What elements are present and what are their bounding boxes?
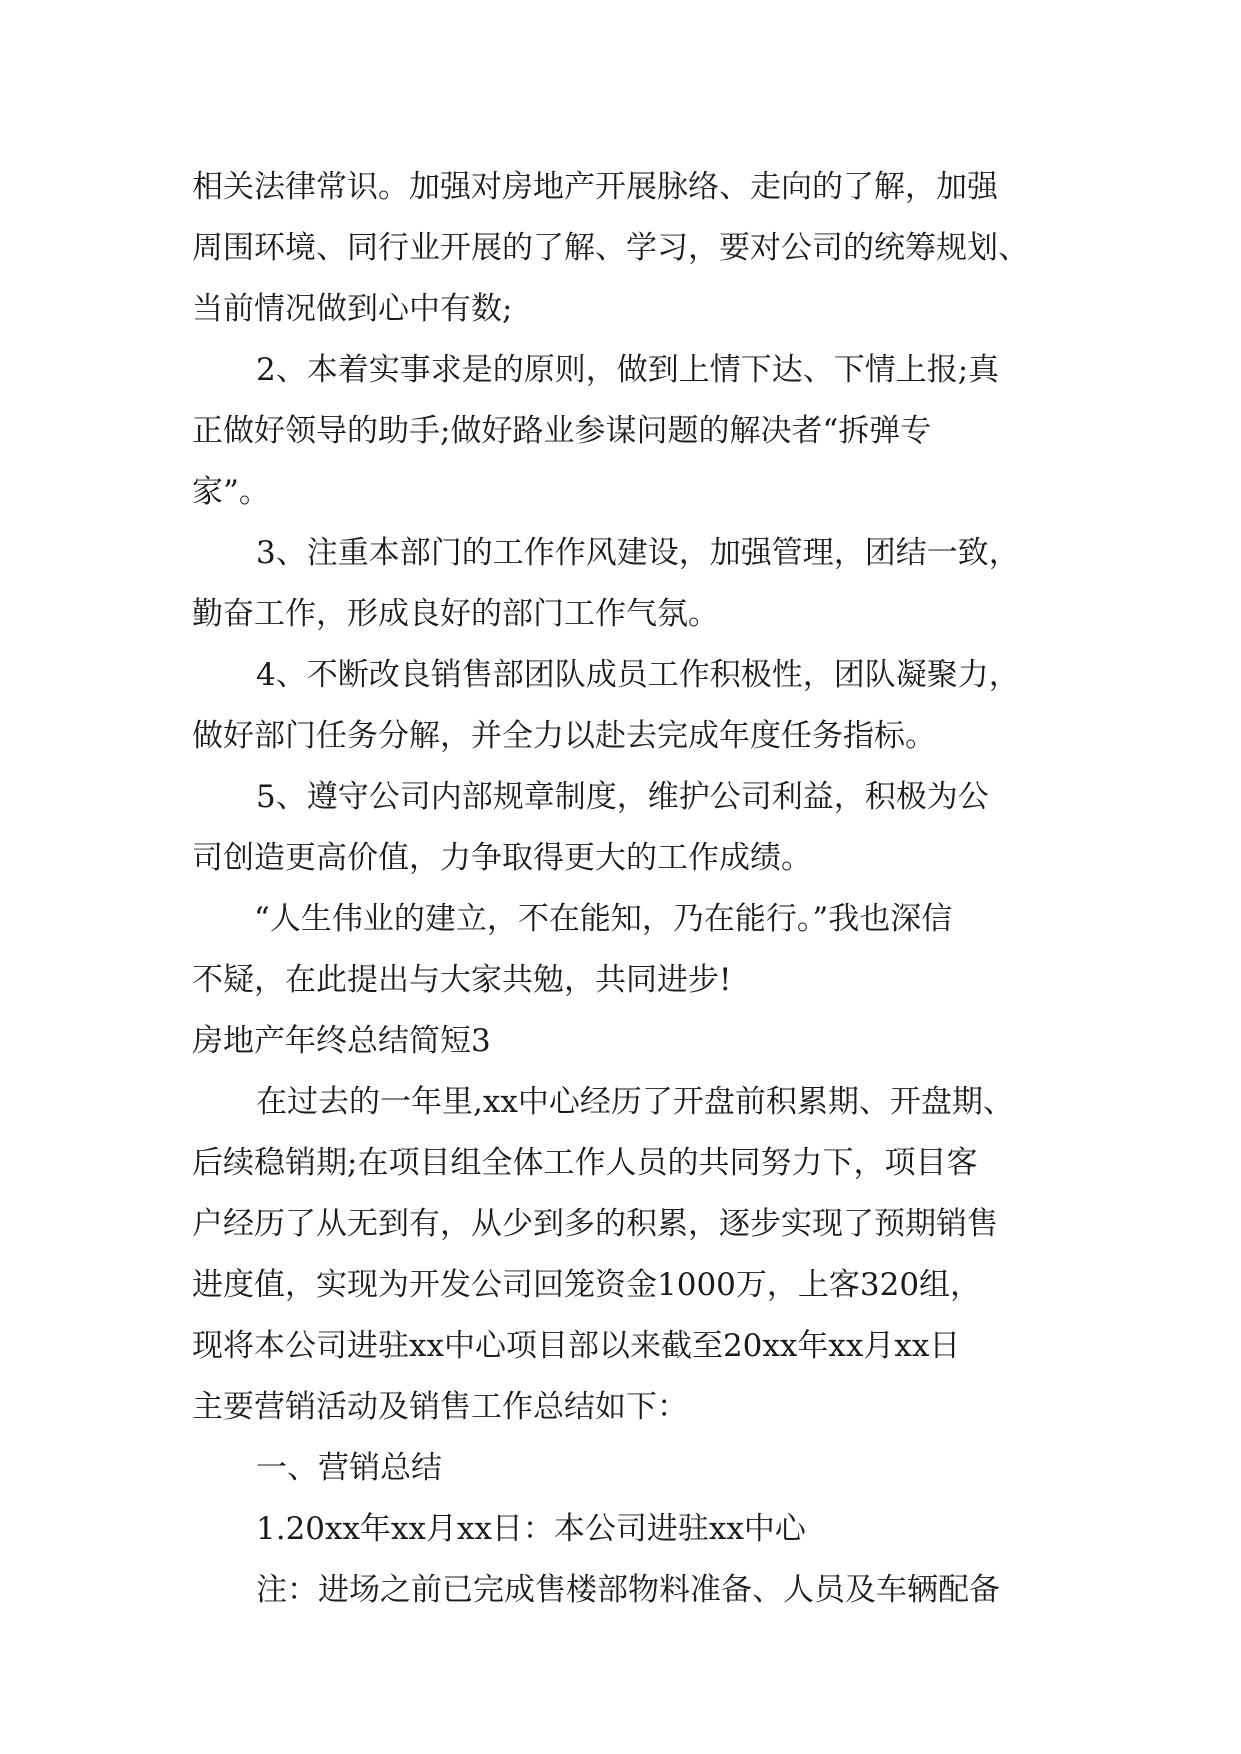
- text-line: 做好部门任务分解，并全力以赴去完成年度任务指标。: [192, 718, 936, 754]
- text-line: 在过去的一年里,xx中心经历了开盘前积累期、开盘期、: [256, 1084, 1014, 1120]
- text-line: 勤奋工作，形成良好的部门工作气氛。: [192, 596, 719, 632]
- text-line: 司创造更高价值，力争取得更大的工作成绩。: [192, 840, 812, 876]
- text-line: 家”。: [192, 474, 270, 510]
- text-line: 不疑，在此提出与大家共勉，共同进步!: [192, 962, 732, 998]
- text-line: 3、注重本部门的工作作风建设，加强管理，团结一致，: [256, 535, 1020, 571]
- text-line: 5、遵守公司内部规章制度，维护公司利益，积极为公: [256, 779, 989, 815]
- section-heading: 房地产年终总结简短3: [192, 1023, 491, 1059]
- text-line: 注：进场之前已完成售楼部物料准备、人员及车辆配备: [256, 1572, 1000, 1608]
- subheading: 一、营销总结: [256, 1450, 442, 1486]
- text-line: 主要营销活动及销售工作总结如下：: [192, 1389, 688, 1425]
- text-line: 当前情况做到心中有数;: [192, 291, 513, 327]
- text-line: 进度值，实现为开发公司回笼资金1000万，上客320组，: [192, 1267, 982, 1303]
- text-line: 现将本公司进驻xx中心项目部以来截至20xx年xx月xx日: [192, 1328, 961, 1364]
- text-line: 正做好领导的助手;做好路业参谋问题的解决者“拆弹专: [192, 413, 932, 449]
- text-line: 相关法律常识。加强对房地产开展脉络、走向的了解，加强: [192, 169, 998, 205]
- text-line: 2、本着实事求是的原则，做到上情下达、下情上报;真: [256, 352, 1000, 388]
- text-line: 4、不断改良销售部团队成员工作积极性，团队凝聚力，: [256, 657, 1020, 693]
- text-line: 1.20xx年xx月xx日：本公司进驻xx中心: [256, 1511, 806, 1547]
- text-line: 周围环境、同行业开展的了解、学习，要对公司的统筹规划、: [192, 230, 1029, 266]
- text-line: 户经历了从无到有，从少到多的积累，逐步实现了预期销售: [192, 1206, 998, 1242]
- text-line: 后续稳销期;在项目组全体工作人员的共同努力下，项目客: [192, 1145, 978, 1181]
- quote-line: “人生伟业的建立，不在能知，乃在能行。”我也深信: [254, 901, 953, 937]
